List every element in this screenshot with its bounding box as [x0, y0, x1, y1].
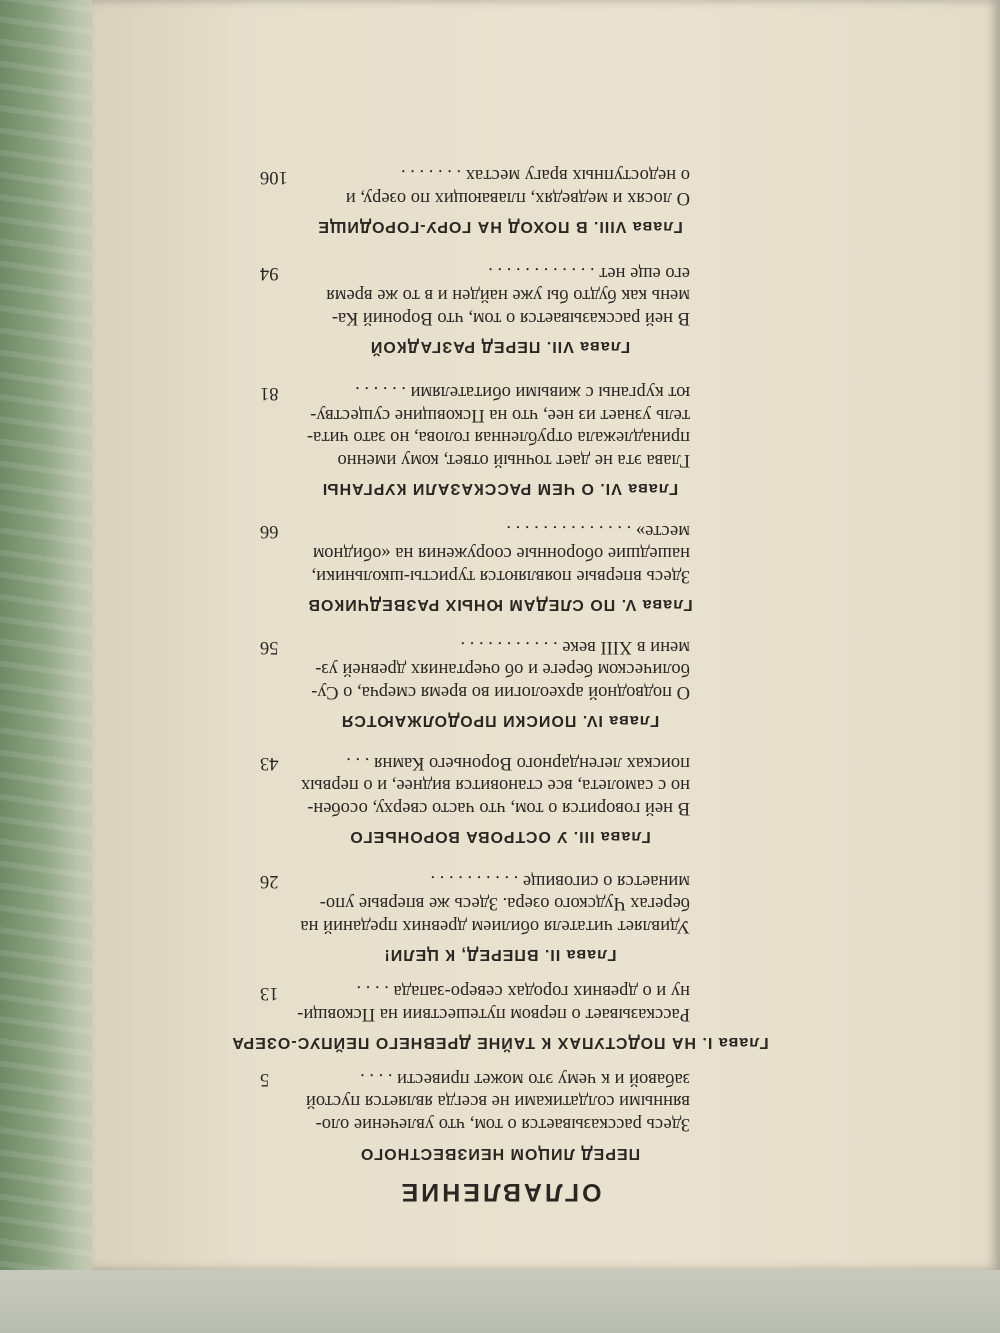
chapter-heading: Глава VI. О ЧЕМ РАССКАЗАЛИ КУРГАНЫ — [321, 480, 679, 497]
chapter-description: Глава эта не дает точный ответ, кому именно принадлежала отрубленная голова, но зато чита- тель узнает из нее, что на Псковщине существу- ют курганы с живыми обитателями . . . . . . — [306, 382, 690, 470]
chapter-heading: Глава III. У ОСТРОВА ВОРОНЬЕГО — [349, 828, 651, 845]
chapter-description: Рассказывает о первом путешествии на Псковщи- ну и о древних городах северо-запада . . . . — [297, 981, 690, 1024]
chapter-description: Здесь впервые появляются туристы-школьники, нашедшие оборонные сооружения на «обидном месте» . . . . . . . . . . . . . . — [311, 521, 690, 586]
chapter-description: Удивляет читателя обилием древних преданий на берегах Чудского озера. Здесь же впервые упо- минается о сиговище . . . . . . . . . . — [300, 871, 690, 936]
chapter-heading: Глава IV. ПОИСКИ ПРОДОЛЖАЮТСЯ — [340, 712, 660, 729]
chapter-heading: Глава I. НА ПОДСТУПАХ К ТАЙНЕ ДРЕВНЕГО ПЕЙПУС-ОЗЕРА — [231, 1034, 769, 1051]
chapter-heading: Глава VII. ПЕРЕД РАЗГАДКОЙ — [369, 338, 631, 355]
chapter-description: О подводной археологии во время смерча, о Су- болическом береге и об очертаниях древней уз- мени в XIII веке . . . . . . . . . . . — [311, 637, 690, 702]
chapter-description: В ней говорится о том, что часто сверху, особен- но с самолета, все становится виднее, и о первых поисках легендарного Вороньего Камня . . . — [300, 753, 690, 818]
chapter-description: О лосях и медведях, плавающих по озеру, и о недоступных врагу местах . . . . . . . — [345, 165, 690, 208]
page-number: 94 — [260, 263, 279, 283]
chapter-heading: Глава VIII. В ПОХОД НА ГОРУ-ГОРОДИЩЕ — [317, 218, 683, 235]
chapter-description: В ней рассказывается о том, что Вороний Ка- мень как будто бы уже найден и в то же время его еще нет . . . . . . . . . . . . — [326, 263, 690, 328]
chapter-description: Здесь рассказывается о том, что увлечение оло- вянными солдатиками не всегда является пустой забавой и к чему это может привести . . . . — [305, 1069, 690, 1134]
page-number: 56 — [260, 637, 279, 657]
page-number: 66 — [260, 521, 279, 541]
page-number: 106 — [260, 167, 288, 187]
page-number: 43 — [260, 753, 279, 773]
page-number: 13 — [260, 983, 279, 1003]
page-number: 26 — [260, 871, 279, 891]
chapter-heading: ПЕРЕД ЛИЦОМ НЕИЗВЕСТНОГО — [359, 1145, 641, 1162]
page-number: 5 — [260, 1069, 270, 1089]
chapter-heading: Глава II. ВПЕРЕД, К ЦЕЛИ! — [383, 946, 617, 963]
chapter-heading: Глава V. ПО СЛЕДАМ ЮНЫХ РАЗВЕДЧИКОВ — [307, 596, 693, 613]
toc-title: ОГЛАВЛЕНИЕ — [398, 1178, 602, 1206]
page-number: 81 — [260, 383, 279, 403]
